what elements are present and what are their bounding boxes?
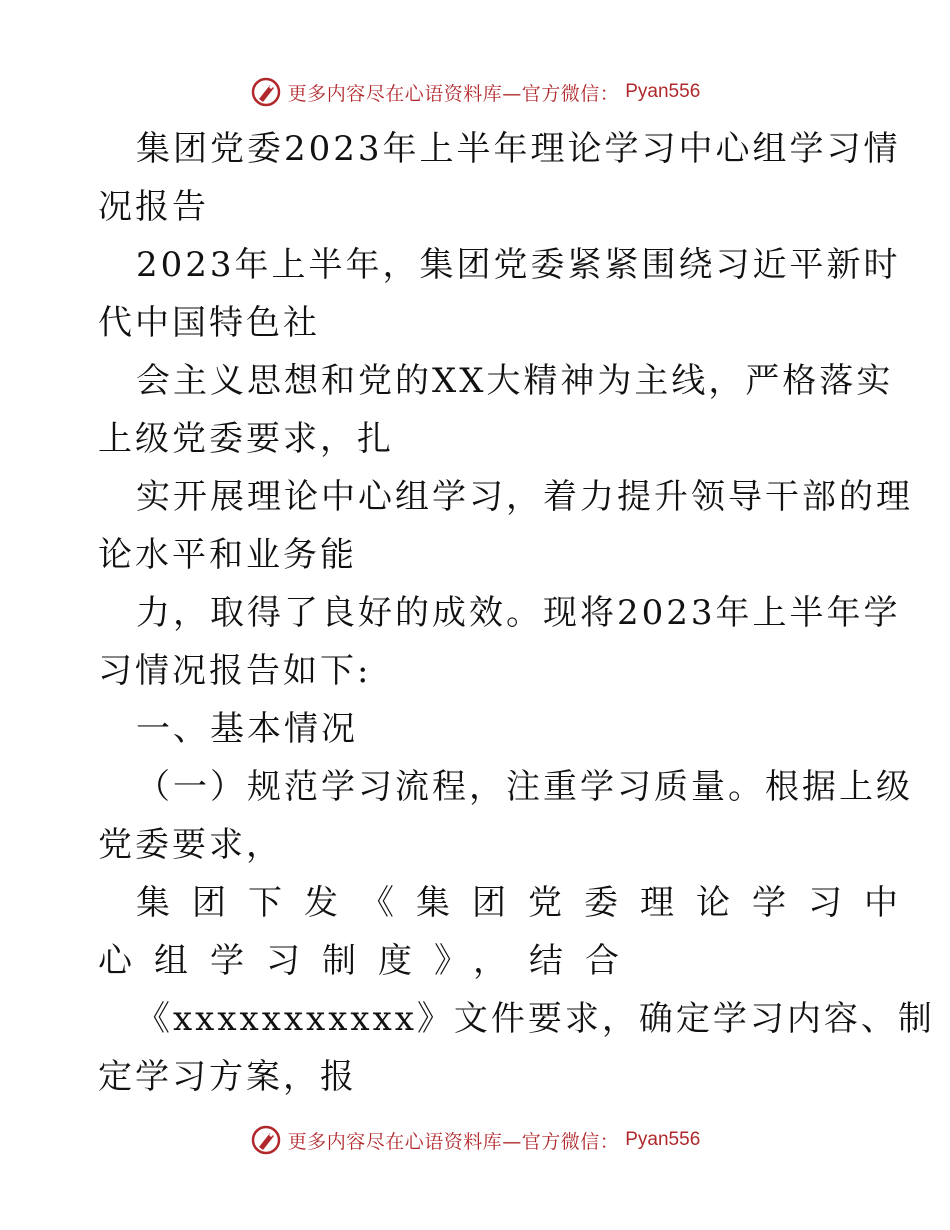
doc-line: 定学习方案，报 <box>98 1057 357 1097</box>
doc-line: 2023年上半年，集团党委紧紧围绕习近平新时 <box>136 245 901 285</box>
doc-line: 《xxxxxxxxxxx》文件要求，确定学习内容、制 <box>136 999 935 1039</box>
footer-banner-text: 更多内容尽在心语资料库—官方微信： <box>287 1130 620 1153</box>
doc-line: 习情况报告如下: <box>98 651 372 691</box>
doc-line: 会主义思想和党的XX大精神为主线，严格落实 <box>136 361 894 401</box>
section-heading: 一、基本情况 <box>136 709 358 749</box>
header-banner-account: Pyan556 <box>625 81 701 102</box>
doc-line: 集团下发《集团党委理论学习中 <box>136 883 920 923</box>
header-banner <box>0 72 950 112</box>
footer-banner-account: Pyan556 <box>625 1129 701 1150</box>
doc-line: 代中国特色社 <box>98 303 320 343</box>
footer-banner <box>0 1120 950 1160</box>
doc-line: 实开展理论中心组学习，着力提升领导干部的理 <box>136 477 913 517</box>
doc-line: 况报告 <box>98 187 209 227</box>
doc-line: 力，取得了良好的成效。现将2023年上半年学 <box>136 593 901 633</box>
doc-line: 上级党委要求，扎 <box>98 419 394 459</box>
pen-nib-seal-icon <box>250 76 282 108</box>
doc-line: 心组学习制度》，结合 <box>98 941 641 981</box>
doc-line: 党委要求， <box>98 825 283 865</box>
document-body <box>98 120 935 1106</box>
doc-line: （一）规范学习流程，注重学习质量。根据上级 <box>136 767 913 807</box>
doc-line: 集团党委2023年上半年理论学习中心组学习情 <box>136 129 901 169</box>
header-banner-text: 更多内容尽在心语资料库—官方微信： <box>287 82 620 105</box>
doc-line: 论水平和业务能 <box>98 535 357 575</box>
pen-nib-seal-icon <box>250 1124 282 1156</box>
